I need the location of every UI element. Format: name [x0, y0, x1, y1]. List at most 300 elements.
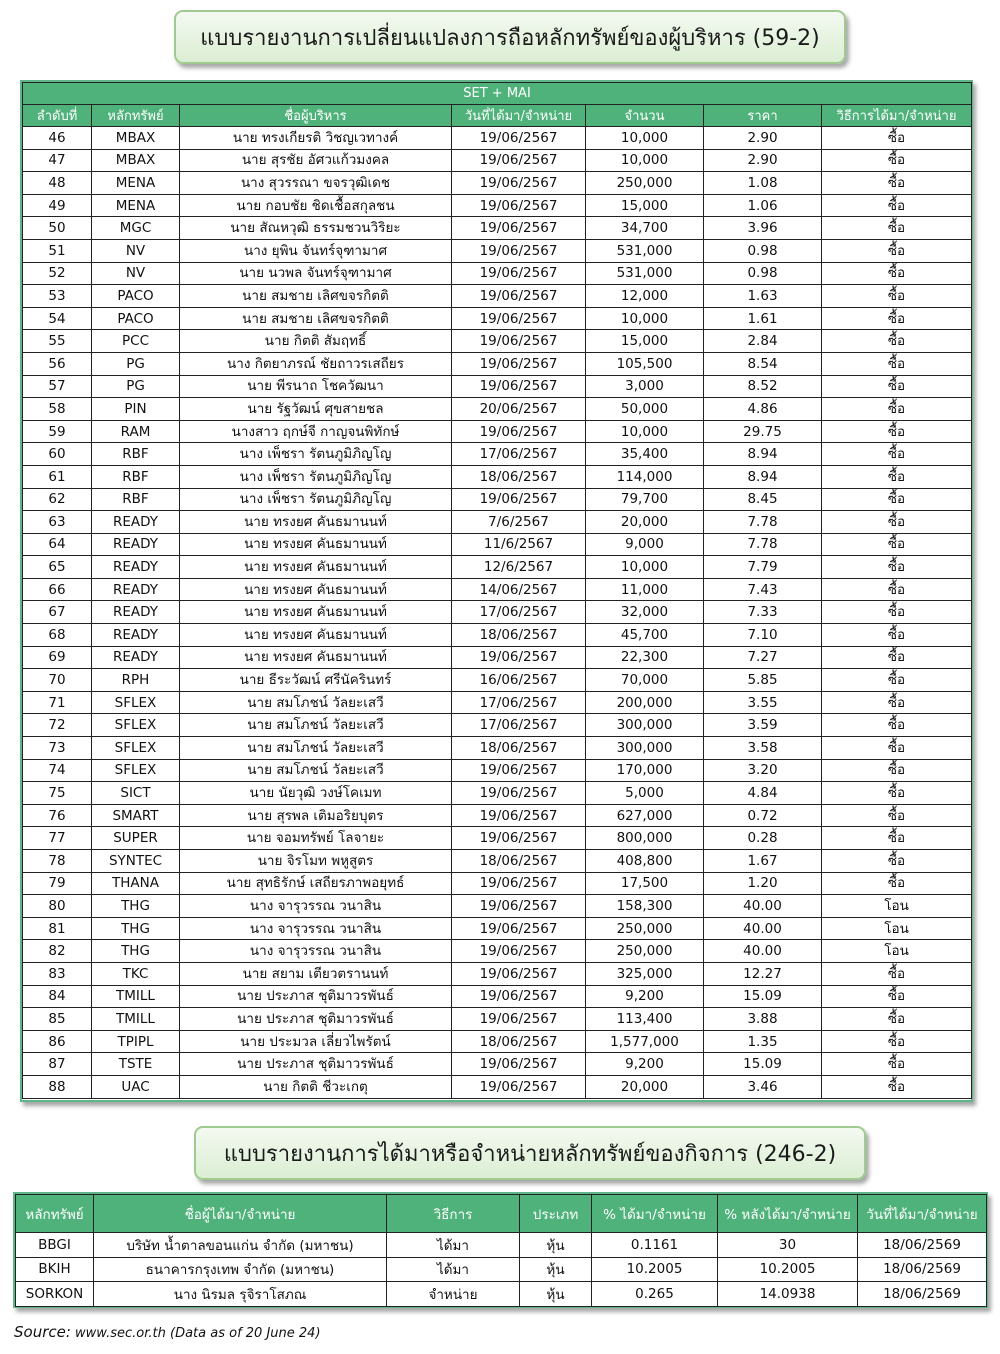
- trade-row-cell: นาย ทรงยศ คันธมานนท์: [180, 646, 452, 669]
- acquisition-row-cell: ธนาคารกรุงเทพ จำกัด (มหาชน): [94, 1257, 387, 1282]
- trade-row: [23, 443, 972, 466]
- trade-row-cell: 12/6/2567: [452, 556, 586, 579]
- trade-row-cell: 49: [23, 194, 92, 217]
- trade-row: [23, 420, 972, 443]
- trade-row-cell: SICT: [92, 782, 180, 805]
- trade-row-cell: 19/06/2567: [452, 262, 586, 285]
- trade-row-cell: นาย ประภาส ชุติมาวรพันธ์: [180, 1008, 452, 1031]
- acq-header-col-2: วิธีการ: [387, 1195, 520, 1233]
- trade-row-cell: 250,000: [586, 940, 704, 963]
- trade-row-cell: นางสาว ฤกษ์จี กาญจนพิทักษ์: [180, 420, 452, 443]
- trade-row: [23, 127, 972, 150]
- trade-row-cell: 19/06/2567: [452, 352, 586, 375]
- trade-row-cell: 18/06/2567: [452, 465, 586, 488]
- trade-row-cell: MENA: [92, 194, 180, 217]
- acq-header-col-6: วันที่ได้มา/จำหน่าย: [858, 1195, 987, 1233]
- trade-row-cell: นาย ทรงยศ คันธมานนท์: [180, 556, 452, 579]
- acquisition-row: [16, 1282, 987, 1307]
- trade-row-cell: 40.00: [704, 940, 822, 963]
- trade-row-cell: 70,000: [586, 669, 704, 692]
- trade-row-cell: 15.09: [704, 985, 822, 1008]
- trade-row-cell: ซื้อ: [822, 1053, 972, 1076]
- trade-row-cell: นาย สมโภชน์ วัลยะเสวี: [180, 714, 452, 737]
- trade-row-cell: ซื้อ: [822, 194, 972, 217]
- trades-header-col-4: จำนวน: [586, 105, 704, 127]
- trade-row-cell: 63: [23, 511, 92, 534]
- trade-row-cell: PACO: [92, 285, 180, 308]
- trade-row-cell: 10,000: [586, 127, 704, 150]
- trade-row-cell: 81: [23, 917, 92, 940]
- trade-row-cell: นาย สมโภชน์ วัลยะเสวี: [180, 691, 452, 714]
- source-note: [14, 1323, 321, 1341]
- trade-row-cell: 47: [23, 149, 92, 172]
- acq-header-col-4: % ได้มา/จำหน่าย: [592, 1195, 718, 1233]
- trade-row: [23, 330, 972, 353]
- trade-row-cell: 531,000: [586, 239, 704, 262]
- trade-row-cell: นาย ทรงยศ คันธมานนท์: [180, 511, 452, 534]
- trade-row-cell: ซื้อ: [822, 533, 972, 556]
- trade-row-cell: 19/06/2567: [452, 149, 586, 172]
- trade-row-cell: 62: [23, 488, 92, 511]
- trade-row-cell: 800,000: [586, 827, 704, 850]
- trade-row: [23, 601, 972, 624]
- trade-row-cell: 158,300: [586, 895, 704, 918]
- trade-row-cell: นาย สยาม เตียวตรานนท์: [180, 962, 452, 985]
- trade-row-cell: ซื้อ: [822, 511, 972, 534]
- trade-row-cell: 200,000: [586, 691, 704, 714]
- trade-row-cell: SFLEX: [92, 714, 180, 737]
- trade-row-cell: 68: [23, 624, 92, 647]
- trade-row-cell: 4.84: [704, 782, 822, 805]
- trade-row-cell: ซื้อ: [822, 962, 972, 985]
- trade-row-cell: 113,400: [586, 1008, 704, 1031]
- trade-row-cell: UAC: [92, 1075, 180, 1098]
- trade-row-cell: นาย จิรโมท พหูสูตร: [180, 850, 452, 873]
- trade-row-cell: 19/06/2567: [452, 646, 586, 669]
- trade-row-cell: นาย ธีระวัฒน์ ศรีนัครินทร์: [180, 669, 452, 692]
- trade-row-cell: 3.58: [704, 737, 822, 760]
- trade-row-cell: ซื้อ: [822, 1008, 972, 1031]
- trade-row-cell: 18/06/2567: [452, 737, 586, 760]
- trade-row-cell: 19/06/2567: [452, 872, 586, 895]
- trade-row-cell: ซื้อ: [822, 601, 972, 624]
- trade-row-cell: ซื้อ: [822, 850, 972, 873]
- trade-row-cell: 59: [23, 420, 92, 443]
- trade-row: [23, 646, 972, 669]
- trade-row: [23, 1053, 972, 1076]
- trade-row-cell: นาย สุทธิรักษ์ เสถียรภาพอยุทธ์: [180, 872, 452, 895]
- trade-row-cell: 9,200: [586, 1053, 704, 1076]
- trade-row-cell: 325,000: [586, 962, 704, 985]
- trade-row-cell: 80: [23, 895, 92, 918]
- trade-row-cell: โอน: [822, 940, 972, 963]
- trade-row-cell: TKC: [92, 962, 180, 985]
- trade-row-cell: 82: [23, 940, 92, 963]
- trade-row-cell: 73: [23, 737, 92, 760]
- trade-row-cell: 51: [23, 239, 92, 262]
- trade-row-cell: 19/06/2567: [452, 1075, 586, 1098]
- trade-row-cell: PG: [92, 352, 180, 375]
- trade-row: [23, 691, 972, 714]
- trade-row-cell: 48: [23, 172, 92, 195]
- trade-row-cell: ซื้อ: [822, 330, 972, 353]
- trade-row-cell: 18/06/2567: [452, 624, 586, 647]
- trade-row-cell: RAM: [92, 420, 180, 443]
- trade-row-cell: NV: [92, 262, 180, 285]
- trade-row-cell: 85: [23, 1008, 92, 1031]
- trade-row-cell: 170,000: [586, 759, 704, 782]
- acquisition-row-cell: SORKON: [16, 1282, 94, 1307]
- trade-row-cell: 19/06/2567: [452, 330, 586, 353]
- trade-row-cell: นาย ทรงยศ คันธมานนท์: [180, 624, 452, 647]
- acquisition-row-cell: จำหน่าย: [387, 1282, 520, 1307]
- trade-row-cell: 19/06/2567: [452, 285, 586, 308]
- trade-row-cell: 55: [23, 330, 92, 353]
- company-acquisition-table: [15, 1194, 987, 1307]
- acq-header-col-0: หลักทรัพย์: [16, 1195, 94, 1233]
- trade-row-cell: 72: [23, 714, 92, 737]
- trade-row-cell: 58: [23, 398, 92, 421]
- trade-row-cell: READY: [92, 646, 180, 669]
- trade-row-cell: 250,000: [586, 172, 704, 195]
- trade-row-cell: 114,000: [586, 465, 704, 488]
- trade-row-cell: นาย นวพล จันทร์จุฑามาศ: [180, 262, 452, 285]
- trade-row-cell: 105,500: [586, 352, 704, 375]
- trade-row: [23, 714, 972, 737]
- trade-row-cell: 52: [23, 262, 92, 285]
- trade-row-cell: นาย ทรงยศ คันธมานนท์: [180, 601, 452, 624]
- trade-row-cell: 17,500: [586, 872, 704, 895]
- trade-row-cell: นาย ทรงยศ คันธมานนท์: [180, 533, 452, 556]
- trade-row-cell: THG: [92, 917, 180, 940]
- trade-row-cell: นาง เพ็ชรา รัตนภูมิภิญโญ: [180, 465, 452, 488]
- trade-row-cell: 20,000: [586, 1075, 704, 1098]
- trade-row-cell: 20,000: [586, 511, 704, 534]
- trade-row-cell: ซื้อ: [822, 759, 972, 782]
- trade-row-cell: 19/06/2567: [452, 759, 586, 782]
- trade-row-cell: 69: [23, 646, 92, 669]
- trade-row: [23, 149, 972, 172]
- trade-row-cell: 7.78: [704, 511, 822, 534]
- trade-row-cell: 57: [23, 375, 92, 398]
- trade-row-cell: 87: [23, 1053, 92, 1076]
- trade-row-cell: นาง ยุพิน จันทร์จุฑามาศ: [180, 239, 452, 262]
- trade-row-cell: 79: [23, 872, 92, 895]
- trade-row-cell: 19/06/2567: [452, 985, 586, 1008]
- acquisition-row-cell: 10.2005: [718, 1257, 858, 1282]
- report-title-246-2-text: แบบรายงานการได้มาหรือจำหน่ายหลักทรัพย์ของกิจการ (246-2): [223, 1141, 837, 1167]
- trade-row-cell: 29.75: [704, 420, 822, 443]
- trade-row-cell: 10,000: [586, 556, 704, 579]
- trade-row-cell: 300,000: [586, 714, 704, 737]
- trade-row: [23, 985, 972, 1008]
- acquisition-row-cell: ได้มา: [387, 1233, 520, 1258]
- trade-row-cell: 67: [23, 601, 92, 624]
- report-title-246-2: [194, 1126, 866, 1180]
- trade-row-cell: ซื้อ: [822, 239, 972, 262]
- trade-row-cell: 10,000: [586, 420, 704, 443]
- trade-row-cell: RBF: [92, 488, 180, 511]
- trade-row: [23, 533, 972, 556]
- trade-row-cell: 408,800: [586, 850, 704, 873]
- trade-row-cell: นาง กิตยาภรณ์ ชัยถาวรเสถียร: [180, 352, 452, 375]
- trade-row: [23, 262, 972, 285]
- trade-row-cell: 11,000: [586, 578, 704, 601]
- trade-row-cell: 627,000: [586, 804, 704, 827]
- trade-row-cell: PACO: [92, 307, 180, 330]
- trade-row-cell: RPH: [92, 669, 180, 692]
- trade-row-cell: ซื้อ: [822, 646, 972, 669]
- trade-row-cell: 32,000: [586, 601, 704, 624]
- trade-row-cell: 1,577,000: [586, 1030, 704, 1053]
- trade-row-cell: ซื้อ: [822, 398, 972, 421]
- trade-row-cell: นาง จารุวรรณ วนาสิน: [180, 940, 452, 963]
- trade-row-cell: นาย ทรงเกียรติ วิชญเวทางค์: [180, 127, 452, 150]
- trade-row-cell: 3.20: [704, 759, 822, 782]
- executive-trades-table: [22, 82, 972, 1099]
- trade-row-cell: ซื้อ: [822, 804, 972, 827]
- trade-row-cell: ซื้อ: [822, 217, 972, 240]
- acquisition-row-cell: 0.265: [592, 1282, 718, 1307]
- trade-row: [23, 307, 972, 330]
- trade-row: [23, 827, 972, 850]
- trade-row-cell: นาย พีรนาถ โชควัฒนา: [180, 375, 452, 398]
- trade-row-cell: 65: [23, 556, 92, 579]
- trade-row-cell: นาง เพ็ชรา รัตนภูมิภิญโญ: [180, 488, 452, 511]
- acquisition-row-cell: 18/06/2569: [858, 1233, 987, 1258]
- trade-row-cell: 50: [23, 217, 92, 240]
- trade-row-cell: ซื้อ: [822, 556, 972, 579]
- trade-row: [23, 1075, 972, 1098]
- trade-row-cell: ซื้อ: [822, 307, 972, 330]
- trade-row-cell: PIN: [92, 398, 180, 421]
- trade-row: [23, 578, 972, 601]
- trade-row-cell: 3.88: [704, 1008, 822, 1031]
- trade-row-cell: โอน: [822, 917, 972, 940]
- trade-row-cell: ซื้อ: [822, 285, 972, 308]
- acquisition-row-cell: หุ้น: [520, 1282, 592, 1307]
- trade-row: [23, 669, 972, 692]
- trade-row-cell: นาย กอบชัย ชิดเชื้อสกุลชน: [180, 194, 452, 217]
- trade-row-cell: 19/06/2567: [452, 1053, 586, 1076]
- trade-row-cell: 12,000: [586, 285, 704, 308]
- trade-row-cell: MBAX: [92, 149, 180, 172]
- trade-row-cell: 3,000: [586, 375, 704, 398]
- trade-row-cell: READY: [92, 624, 180, 647]
- trade-row-cell: 9,000: [586, 533, 704, 556]
- trade-row-cell: 15.09: [704, 1053, 822, 1076]
- trade-row-cell: SFLEX: [92, 759, 180, 782]
- acq-header-col-5: % หลังได้มา/จำหน่าย: [718, 1195, 858, 1233]
- trade-row: [23, 804, 972, 827]
- acq-header-col-3: ประเภท: [520, 1195, 592, 1233]
- trade-row-cell: 19/06/2567: [452, 782, 586, 805]
- trade-row-cell: 75: [23, 782, 92, 805]
- trade-row-cell: ซื้อ: [822, 127, 972, 150]
- trade-row-cell: 19/06/2567: [452, 962, 586, 985]
- acquisition-row-cell: ได้มา: [387, 1257, 520, 1282]
- trade-row-cell: 7.27: [704, 646, 822, 669]
- trade-row-cell: นาง สุวรรณา ขจรวุฒิเดช: [180, 172, 452, 195]
- trade-row-cell: 56: [23, 352, 92, 375]
- trade-row-cell: NV: [92, 239, 180, 262]
- trade-row-cell: 34,700: [586, 217, 704, 240]
- trade-row-cell: TMILL: [92, 985, 180, 1008]
- trade-row: [23, 962, 972, 985]
- trade-row-cell: นาย สุรชัย อัศวแก้วมงคล: [180, 149, 452, 172]
- trade-row-cell: 1.67: [704, 850, 822, 873]
- trade-row-cell: นาย สุรพล เติมอริยบุตร: [180, 804, 452, 827]
- trade-row-cell: ซื้อ: [822, 352, 972, 375]
- trade-row-cell: READY: [92, 533, 180, 556]
- trade-row: [23, 624, 972, 647]
- trade-row: [23, 172, 972, 195]
- trade-row: [23, 239, 972, 262]
- acq-header-col-1: ชื่อผู้ได้มา/จำหน่าย: [94, 1195, 387, 1233]
- acquisition-row-cell: BKIH: [16, 1257, 94, 1282]
- trade-row-cell: 7/6/2567: [452, 511, 586, 534]
- trade-row: [23, 782, 972, 805]
- trade-row-cell: ซื้อ: [822, 443, 972, 466]
- report-title-59-2: [174, 10, 846, 64]
- trade-row-cell: RBF: [92, 443, 180, 466]
- trade-row-cell: PG: [92, 375, 180, 398]
- trade-row-cell: 19/06/2567: [452, 827, 586, 850]
- trade-row-cell: THANA: [92, 872, 180, 895]
- trade-row-cell: 10,000: [586, 149, 704, 172]
- trade-row-cell: 8.94: [704, 465, 822, 488]
- trade-row-cell: ซื้อ: [822, 691, 972, 714]
- trade-row-cell: SUPER: [92, 827, 180, 850]
- trade-row: [23, 352, 972, 375]
- market-label: SET + MAI: [23, 83, 972, 105]
- trades-header-col-3: วันที่ได้มา/จำหน่าย: [452, 105, 586, 127]
- trade-row-cell: นาย สมชาย เลิศขจรกิตติ: [180, 307, 452, 330]
- trade-row-cell: 1.20: [704, 872, 822, 895]
- trade-row-cell: 3.59: [704, 714, 822, 737]
- trade-row-cell: 19/06/2567: [452, 172, 586, 195]
- trade-row-cell: นาย กิตติ ชีวะเกตุ: [180, 1075, 452, 1098]
- acquisition-row-cell: BBGI: [16, 1233, 94, 1258]
- trade-row-cell: 11/6/2567: [452, 533, 586, 556]
- trade-row-cell: 7.43: [704, 578, 822, 601]
- trade-row-cell: นาย ประภาส ชุติมาวรพันธ์: [180, 985, 452, 1008]
- acquisition-row-cell: หุ้น: [520, 1233, 592, 1258]
- trade-row-cell: 20/06/2567: [452, 398, 586, 421]
- trade-row-cell: 19/06/2567: [452, 895, 586, 918]
- trade-row-cell: 40.00: [704, 895, 822, 918]
- trade-row-cell: นาง จารุวรรณ วนาสิน: [180, 917, 452, 940]
- trade-row-cell: 3.96: [704, 217, 822, 240]
- trade-row-cell: 4.86: [704, 398, 822, 421]
- trade-row-cell: 19/06/2567: [452, 127, 586, 150]
- trade-row-cell: 3.46: [704, 1075, 822, 1098]
- trade-row-cell: SYNTEC: [92, 850, 180, 873]
- trade-row: [23, 375, 972, 398]
- trade-row-cell: 250,000: [586, 917, 704, 940]
- trade-row-cell: 7.79: [704, 556, 822, 579]
- trade-row-cell: PCC: [92, 330, 180, 353]
- trade-row-cell: ซื้อ: [822, 375, 972, 398]
- trade-row-cell: READY: [92, 511, 180, 534]
- trade-row: [23, 940, 972, 963]
- trade-row-cell: THG: [92, 940, 180, 963]
- trade-row-cell: ซื้อ: [822, 420, 972, 443]
- trade-row-cell: 531,000: [586, 262, 704, 285]
- trade-row-cell: READY: [92, 601, 180, 624]
- acquisition-row-cell: 30: [718, 1233, 858, 1258]
- trades-header-col-6: วิธีการได้มา/จำหน่าย: [822, 105, 972, 127]
- trade-row-cell: 40.00: [704, 917, 822, 940]
- trade-row-cell: ซื้อ: [822, 262, 972, 285]
- trade-row-cell: TSTE: [92, 1053, 180, 1076]
- trade-row-cell: 19/06/2567: [452, 239, 586, 262]
- trade-row-cell: 70: [23, 669, 92, 692]
- trade-row-cell: 2.90: [704, 127, 822, 150]
- trade-row-cell: 17/06/2567: [452, 601, 586, 624]
- trade-row-cell: นาย นัยวุฒิ วงษ์โคเมท: [180, 782, 452, 805]
- trade-row-cell: ซื้อ: [822, 782, 972, 805]
- trade-row-cell: 77: [23, 827, 92, 850]
- trades-header-col-5: ราคา: [704, 105, 822, 127]
- trade-row-cell: 7.10: [704, 624, 822, 647]
- trades-header-col-2: ชื่อผู้บริหาร: [180, 105, 452, 127]
- trade-row-cell: RBF: [92, 465, 180, 488]
- trade-row-cell: ซื้อ: [822, 578, 972, 601]
- trade-row-cell: ซื้อ: [822, 1030, 972, 1053]
- trade-row: [23, 917, 972, 940]
- trade-row-cell: 8.52: [704, 375, 822, 398]
- trade-row-cell: 12.27: [704, 962, 822, 985]
- trade-row-cell: 0.98: [704, 239, 822, 262]
- acquisition-row-cell: 10.2005: [592, 1257, 718, 1282]
- trade-row-cell: 0.98: [704, 262, 822, 285]
- trade-row-cell: 7.33: [704, 601, 822, 624]
- source-label: Source:: [14, 1323, 71, 1341]
- trade-row-cell: 78: [23, 850, 92, 873]
- trade-row-cell: 17/06/2567: [452, 443, 586, 466]
- company-acquisition-table-container: [13, 1192, 988, 1308]
- trade-row-cell: ซื้อ: [822, 465, 972, 488]
- trade-row-cell: 50,000: [586, 398, 704, 421]
- trade-row-cell: นาย รัฐวัฒน์ ศุขสายชล: [180, 398, 452, 421]
- trade-row-cell: 1.06: [704, 194, 822, 217]
- trade-row-cell: 17/06/2567: [452, 691, 586, 714]
- trade-row-cell: 8.54: [704, 352, 822, 375]
- trade-row-cell: 19/06/2567: [452, 194, 586, 217]
- trade-row-cell: นาย กิตติ สัมฤทธิ์: [180, 330, 452, 353]
- trade-row-cell: 19/06/2567: [452, 940, 586, 963]
- trade-row-cell: 1.61: [704, 307, 822, 330]
- acquisition-row-cell: 18/06/2569: [858, 1282, 987, 1307]
- trade-row: [23, 217, 972, 240]
- trade-row-cell: SFLEX: [92, 737, 180, 760]
- trade-row-cell: 18/06/2567: [452, 850, 586, 873]
- trade-row: [23, 872, 972, 895]
- trade-row-cell: 35,400: [586, 443, 704, 466]
- trade-row-cell: ซื้อ: [822, 669, 972, 692]
- acquisition-row-cell: หุ้น: [520, 1257, 592, 1282]
- trade-row-cell: ซื้อ: [822, 488, 972, 511]
- trade-row: [23, 511, 972, 534]
- trade-row-cell: 5.85: [704, 669, 822, 692]
- trade-row: [23, 465, 972, 488]
- trade-row-cell: 19/06/2567: [452, 307, 586, 330]
- trade-row: [23, 850, 972, 873]
- trade-row-cell: ซื้อ: [822, 714, 972, 737]
- trade-row-cell: MENA: [92, 172, 180, 195]
- trade-row-cell: MBAX: [92, 127, 180, 150]
